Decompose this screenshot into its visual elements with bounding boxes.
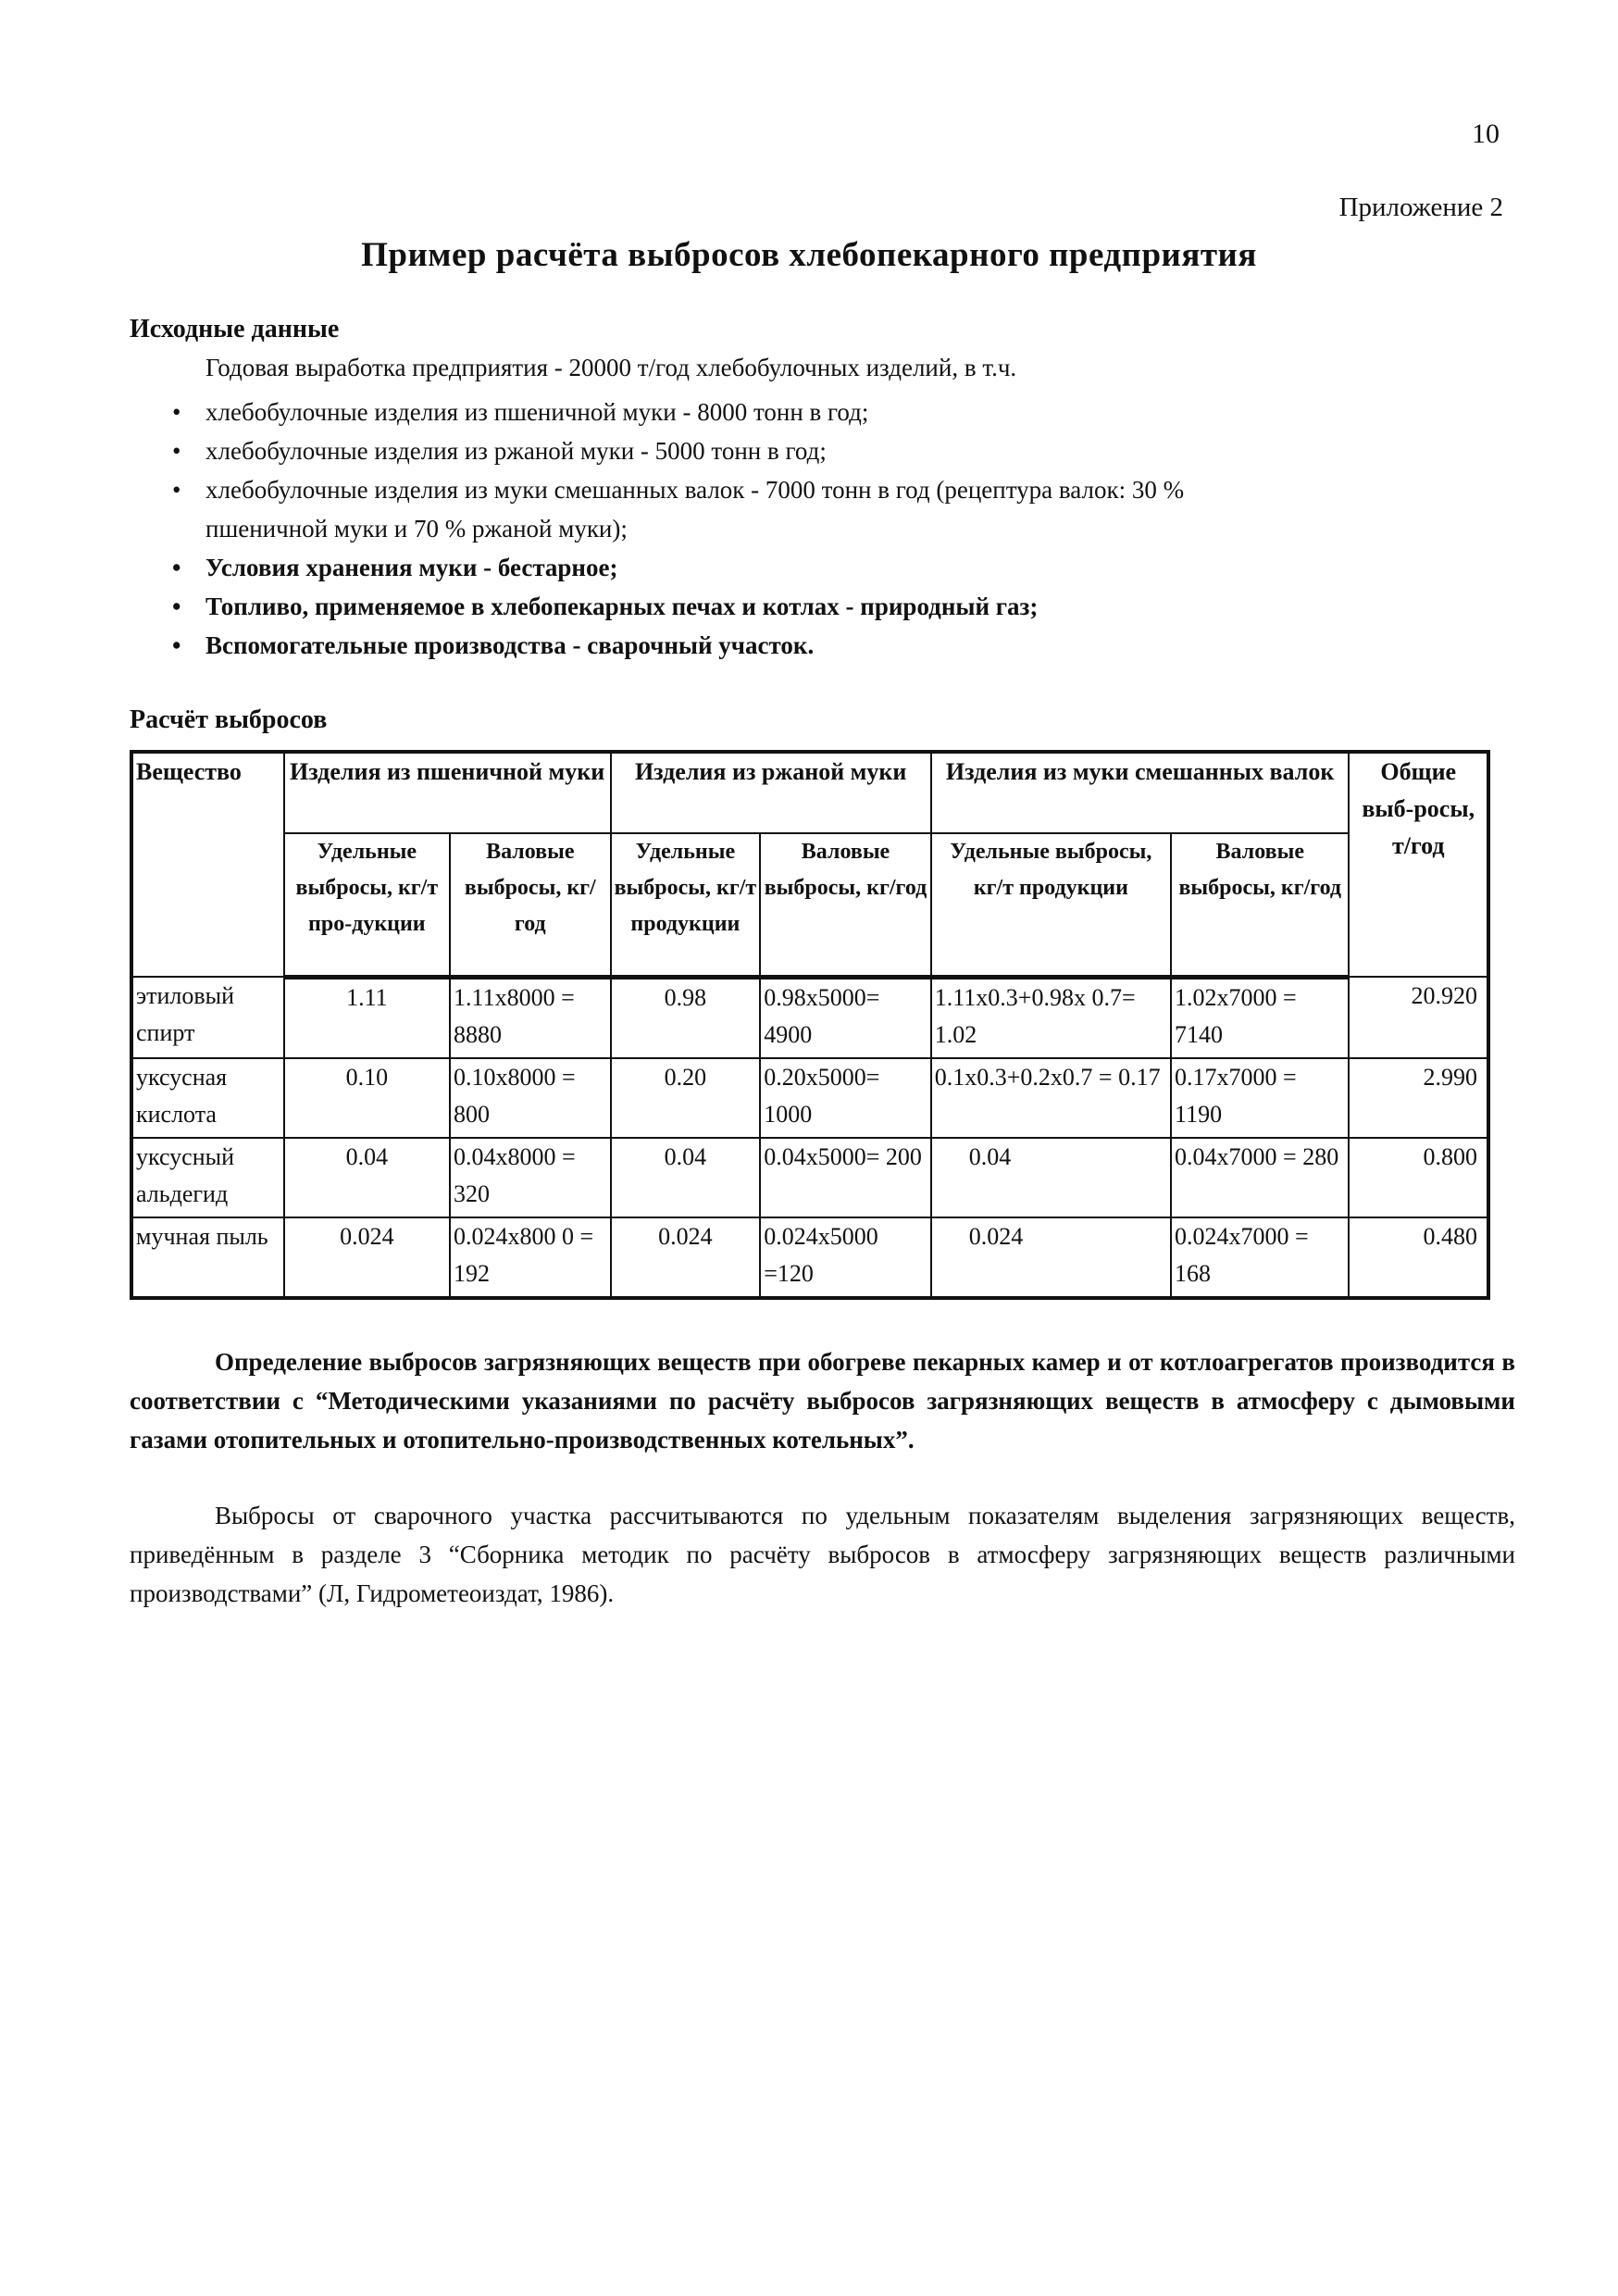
cell-wheat-gross: 0.024x800 0 = 192 <box>450 1217 611 1298</box>
table-row <box>131 1138 1488 1217</box>
list-item: • хлебобулочные изделия из пшеничной муки - 8000 тонн в год; <box>167 393 1370 431</box>
cell-substance: уксусная кислота <box>131 1058 284 1138</box>
header-total: Общие выб-росы, т/год <box>1349 752 1488 977</box>
bullet-icon: • <box>172 593 181 620</box>
cell-mixed-specific: 0.024 <box>931 1217 1171 1298</box>
header-mixed-gross: Валовые выбросы, кг/год <box>1171 833 1349 977</box>
cell-total: 0.800 <box>1349 1138 1488 1217</box>
cell-total: 2.990 <box>1349 1058 1488 1138</box>
header-mixed: Изделия из муки смешанных валок <box>931 752 1350 833</box>
cell-wheat-gross: 0.10x8000 = 800 <box>450 1058 611 1138</box>
cell-mixed-gross: 0.04x7000 = 280 <box>1171 1138 1349 1217</box>
list-item: • хлебобулочные изделия из ржаной муки - 5000 тонн в год; <box>167 431 1370 470</box>
bullet-icon: • <box>172 437 181 465</box>
header-rye-specific: Удельные выбросы, кг/т продукции <box>611 833 761 977</box>
cell-wheat-gross: 0.04x8000 = 320 <box>450 1138 611 1217</box>
list-item: • Условия хранения муки - бестарное; <box>167 548 1370 587</box>
header-wheat: Изделия из пшеничной муки <box>284 752 611 833</box>
list-item: • хлебобулочные изделия из муки смешанных валок - 7000 тонн в год (рецептура валок: 30 % пшеничной муки и 70 % ржаной муки); <box>167 470 1196 548</box>
paragraph-boiler: Определение выбросов загрязняющих веществ при обогреве пекарных камер и от котлоагрегатов производится в соответствии с “Методическими указаниями по расчёту выбросов загрязняющих веществ в атмосферу с дымовыми газами отопительных и отопительно-производственных котельных”. <box>130 1348 1515 1454</box>
emissions-table <box>130 750 1490 1300</box>
list-item: • Вспомогательные производства - сварочный участок. <box>167 626 1370 665</box>
cell-mixed-specific: 0.04 <box>931 1138 1171 1217</box>
bullet-icon: • <box>172 476 181 504</box>
cell-mixed-specific: 1.11x0.3+0.98x 0.7= 1.02 <box>931 977 1171 1058</box>
page-number: 10 <box>1472 119 1500 149</box>
cell-mixed-gross: 1.02x7000 = 7140 <box>1171 977 1349 1058</box>
table-row <box>131 1058 1488 1138</box>
cell-mixed-gross: 0.024x7000 = 168 <box>1171 1217 1349 1298</box>
header-rye: Изделия из ржаной муки <box>611 752 931 833</box>
header-wheat-specific: Удельные выбросы, кг/т про-дукции <box>284 833 450 977</box>
header-substance: Вещество <box>131 752 284 977</box>
cell-rye-gross: 0.024x5000 =120 <box>760 1217 931 1298</box>
intro-text: Годовая выработка предприятия - 20000 т/год хлебобулочных изделий, в т.ч. <box>205 354 1017 381</box>
header-wheat-gross: Валовые выбросы, кг/год <box>450 833 611 977</box>
cell-rye-specific: 0.024 <box>611 1217 761 1298</box>
bullet-icon: • <box>172 554 181 581</box>
header-rye-gross: Валовые выбросы, кг/год <box>760 833 931 977</box>
cell-wheat-gross: 1.11x8000 = 8880 <box>450 977 611 1058</box>
source-data-list <box>167 393 1370 665</box>
calc-heading: Расчёт выбросов <box>130 705 328 734</box>
source-data-heading: Исходные данные <box>130 315 340 343</box>
paragraph-welding: Выбросы от сварочного участка рассчитываются по удельным показателям выделения загрязняющих веществ, приведённым в разделе 3 “Сборника методик по расчёту выбросов в атмосферу загрязняющих веществ различными производствами” (Л, Гидрометеоиздат, 1986). <box>130 1502 1515 1607</box>
list-item: • Топливо, применяемое в хлебопекарных печах и котлах - природный газ; <box>167 587 1370 626</box>
page-title: Пример расчёта выбросов хлебопекарного предприятия <box>361 236 1257 274</box>
table-row <box>131 1217 1488 1298</box>
table-row <box>131 977 1488 1058</box>
cell-rye-specific: 0.04 <box>611 1138 761 1217</box>
cell-wheat-specific: 0.04 <box>284 1138 450 1217</box>
cell-substance: этиловый спирт <box>131 977 284 1058</box>
appendix-label: Приложение 2 <box>1338 193 1503 222</box>
bullet-icon: • <box>172 398 181 426</box>
cell-mixed-specific: 0.1x0.3+0.2x0.7 = 0.17 <box>931 1058 1171 1138</box>
cell-rye-specific: 0.20 <box>611 1058 761 1138</box>
cell-rye-gross: 0.98x5000= 4900 <box>760 977 931 1058</box>
bullet-icon: • <box>172 631 181 659</box>
cell-mixed-gross: 0.17x7000 = 1190 <box>1171 1058 1349 1138</box>
cell-rye-gross: 0.04x5000= 200 <box>760 1138 931 1217</box>
cell-total: 0.480 <box>1349 1217 1488 1298</box>
cell-substance: уксусный альдегид <box>131 1138 284 1217</box>
cell-wheat-specific: 0.10 <box>284 1058 450 1138</box>
cell-total: 20.920 <box>1349 977 1488 1058</box>
cell-substance: мучная пыль <box>131 1217 284 1298</box>
cell-wheat-specific: 0.024 <box>284 1217 450 1298</box>
header-mixed-specific: Удельные выбросы, кг/т продукции <box>931 833 1171 977</box>
cell-rye-gross: 0.20x5000= 1000 <box>760 1058 931 1138</box>
cell-rye-specific: 0.98 <box>611 977 761 1058</box>
cell-wheat-specific: 1.11 <box>284 977 450 1058</box>
